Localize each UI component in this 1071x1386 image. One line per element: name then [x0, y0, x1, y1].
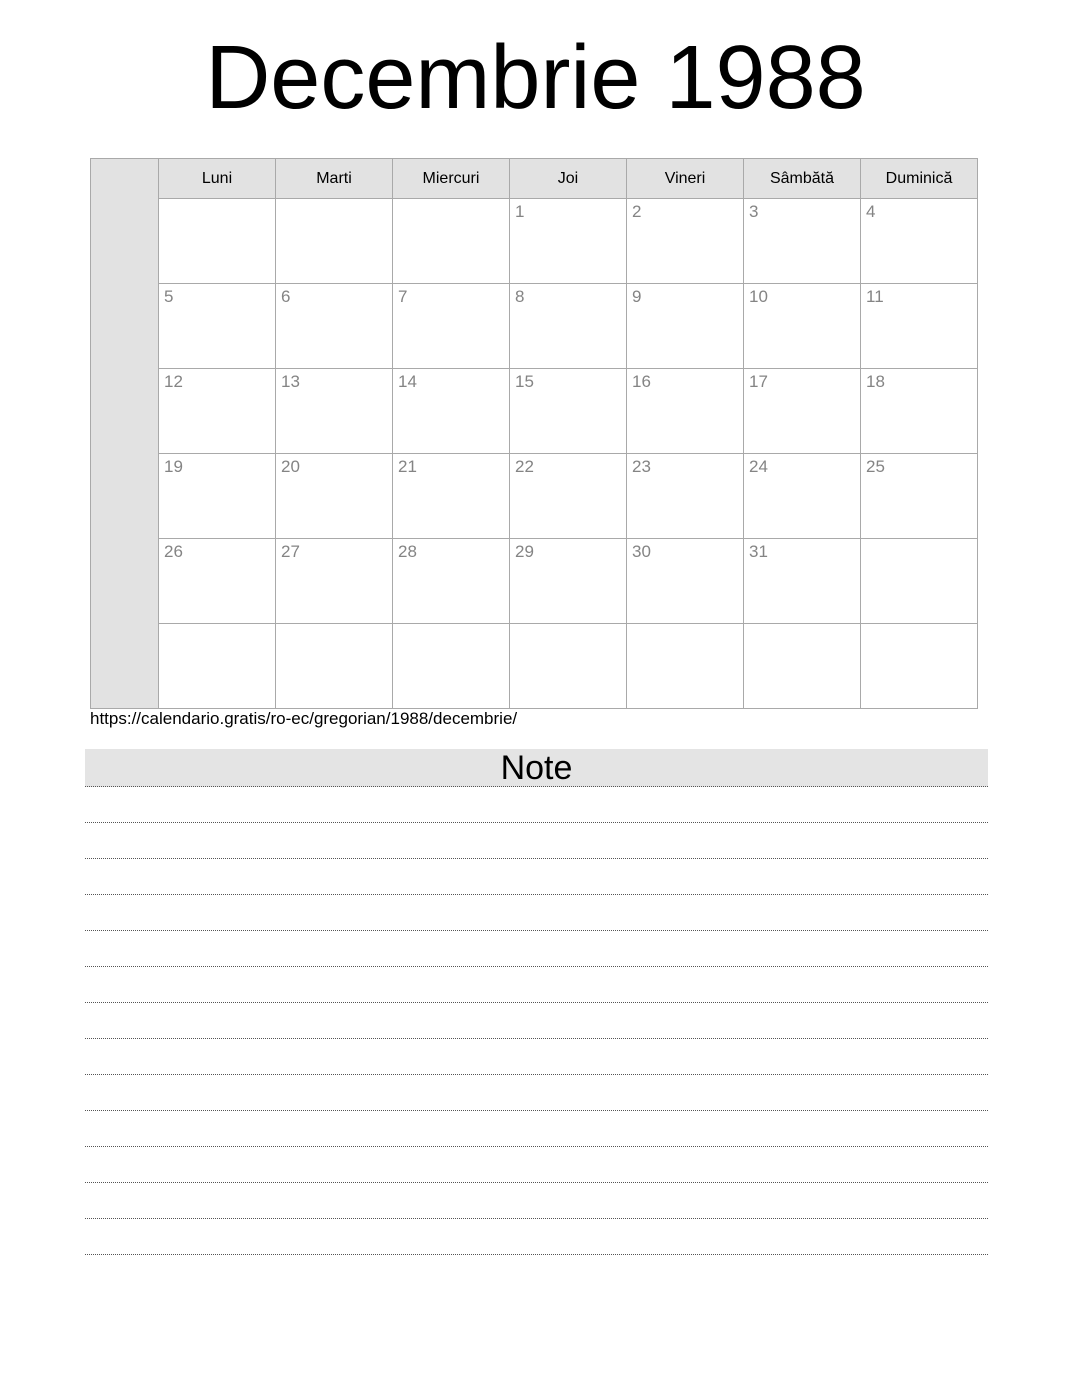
calendar-day-cell: 18 [861, 369, 978, 454]
calendar-day-cell: 27 [276, 539, 393, 624]
calendar-day-cell: 29 [510, 539, 627, 624]
calendar-week-row [91, 454, 978, 539]
day-header-miercuri: Miercuri [393, 159, 510, 199]
calendar-day-cell: 16 [627, 369, 744, 454]
calendar-day-cell: 23 [627, 454, 744, 539]
day-header-duminica: Duminică [861, 159, 978, 199]
calendar-day-cell [276, 199, 393, 284]
calendar-day-cell: 1 [510, 199, 627, 284]
calendar-day-cell: 22 [510, 454, 627, 539]
source-url-link[interactable]: https://calendario.gratis/ro-ec/gregorian/1988/decembrie/ [90, 709, 518, 728]
note-line [85, 1183, 988, 1219]
calendar-day-cell [510, 624, 627, 709]
note-line [85, 1039, 988, 1075]
calendar-day-cell: 8 [510, 284, 627, 369]
calendar-day-cell: 19 [159, 454, 276, 539]
note-line [85, 895, 988, 931]
note-section-header [85, 749, 988, 787]
calendar-day-cell: 7 [393, 284, 510, 369]
note-line [85, 859, 988, 895]
calendar-day-cell: 13 [276, 369, 393, 454]
calendar-day-cell: 4 [861, 199, 978, 284]
note-line [85, 967, 988, 1003]
page-title: Decembrie 1988 [205, 28, 866, 128]
calendar-week-row [91, 624, 978, 709]
calendar-day-cell: 17 [744, 369, 861, 454]
note-lines [85, 787, 988, 1255]
calendar-day-cell: 26 [159, 539, 276, 624]
calendar-day-cell: 14 [393, 369, 510, 454]
calendar-day-cell: 20 [276, 454, 393, 539]
note-line [85, 1147, 988, 1183]
note-section-title: Note [500, 749, 573, 787]
calendar-week-row [91, 284, 978, 369]
calendar-day-cell: 28 [393, 539, 510, 624]
calendar-day-cell [276, 624, 393, 709]
calendar-header-row [91, 159, 978, 199]
note-line [85, 1003, 988, 1039]
calendar-week-row [91, 199, 978, 284]
day-header-vineri: Vineri [627, 159, 744, 199]
calendar-day-cell: 11 [861, 284, 978, 369]
calendar-day-cell: 10 [744, 284, 861, 369]
calendar-day-cell: 15 [510, 369, 627, 454]
calendar-day-cell [393, 199, 510, 284]
calendar-table [90, 158, 978, 709]
day-header-marti: Marti [276, 159, 393, 199]
calendar-day-cell: 2 [627, 199, 744, 284]
note-line [85, 931, 988, 967]
calendar-gutter-column [91, 159, 159, 709]
calendar-day-cell: 31 [744, 539, 861, 624]
calendar-day-cell: 30 [627, 539, 744, 624]
calendar-day-cell: 5 [159, 284, 276, 369]
calendar-day-cell [861, 624, 978, 709]
calendar-day-cell: 12 [159, 369, 276, 454]
calendar-day-cell: 21 [393, 454, 510, 539]
day-header-joi: Joi [510, 159, 627, 199]
calendar-day-cell: 6 [276, 284, 393, 369]
calendar-day-cell [627, 624, 744, 709]
calendar-day-cell [861, 539, 978, 624]
calendar-day-cell [393, 624, 510, 709]
note-line [85, 787, 988, 823]
calendar-day-cell: 9 [627, 284, 744, 369]
calendar-day-cell [159, 199, 276, 284]
calendar-day-cell: 25 [861, 454, 978, 539]
note-line [85, 1111, 988, 1147]
day-header-sambata: Sâmbătă [744, 159, 861, 199]
note-line [85, 823, 988, 859]
note-line [85, 1075, 988, 1111]
calendar-day-cell: 3 [744, 199, 861, 284]
calendar-week-row [91, 539, 978, 624]
calendar-day-cell: 24 [744, 454, 861, 539]
calendar-day-cell [744, 624, 861, 709]
note-line [85, 1219, 988, 1255]
calendar-day-cell [159, 624, 276, 709]
day-header-luni: Luni [159, 159, 276, 199]
calendar-week-row [91, 369, 978, 454]
